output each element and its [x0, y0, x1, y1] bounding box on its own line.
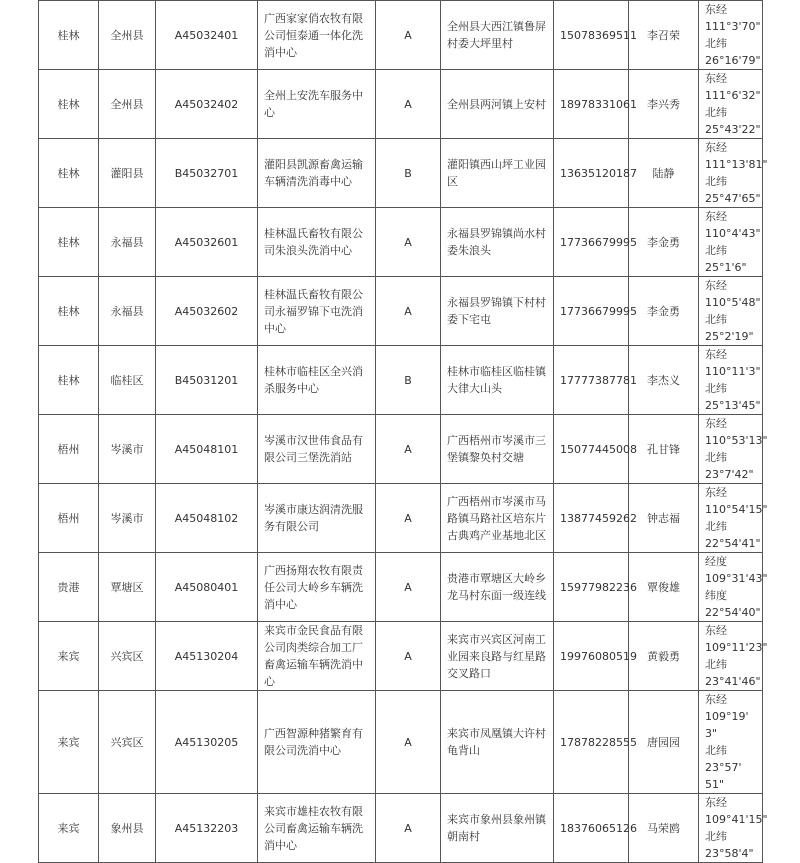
phone-cell: 17736679995 — [554, 208, 629, 277]
longitude-text: 东经109°19' 3" — [705, 693, 749, 740]
address-cell: 来宾市象州县象州镇朝南村 — [441, 794, 554, 863]
coordinate-cell — [699, 484, 768, 553]
code-cell: A45130205 — [156, 691, 258, 794]
city-cell: 来宾 — [39, 622, 99, 691]
address-cell: 永福县罗锦镇尚水村委朱浪头 — [441, 208, 554, 277]
contact-cell: 李召荣 — [629, 1, 699, 70]
address-cell: 全州县两河镇上安村 — [441, 70, 554, 139]
washing-center-table — [38, 0, 768, 863]
latitude-text: 北纬25°2'19" — [705, 313, 754, 343]
name-cell: 广西家家俏农牧有限公司恒泰通一体化洗消中心 — [258, 1, 376, 70]
latitude-text: 北纬26°16'79" — [705, 37, 761, 67]
county-cell: 灌阳县 — [99, 139, 156, 208]
longitude-text: 东经109°41'15" — [705, 796, 768, 826]
county-cell: 岑溪市 — [99, 484, 156, 553]
address-cell: 来宾市兴宾区河南工业园来良路与红星路交叉路口 — [441, 622, 554, 691]
phone-cell: 17736679995 — [554, 277, 629, 346]
contact-cell: 李兴秀 — [629, 70, 699, 139]
coordinate-cell — [699, 553, 768, 622]
code-cell: A45032401 — [156, 1, 258, 70]
contact-cell: 李金勇 — [629, 277, 699, 346]
city-cell: 梧州 — [39, 484, 99, 553]
coordinate-cell — [699, 208, 763, 277]
code-cell: A45032602 — [156, 277, 258, 346]
city-cell: 桂林 — [39, 139, 99, 208]
level-cell: A — [376, 70, 441, 139]
coordinate-cell — [699, 691, 763, 794]
latitude-text: 纬度22°54'40" — [705, 589, 761, 619]
phone-cell: 15077445008 — [554, 415, 629, 484]
table-row — [39, 70, 763, 139]
contact-cell: 马荣鸥 — [629, 794, 699, 863]
contact-cell: 孔甘锋 — [629, 415, 699, 484]
table-row — [39, 277, 763, 346]
level-cell: A — [376, 794, 441, 863]
latitude-text: 北纬23°41'46" — [705, 658, 761, 688]
level-cell: A — [376, 1, 441, 70]
longitude-text: 东经109°11'23" — [705, 624, 768, 654]
phone-cell: 19976080519 — [554, 622, 629, 691]
longitude-text: 东经110°54'15" — [705, 486, 768, 516]
table-row — [39, 346, 763, 415]
longitude-text: 东经110°53'13" — [705, 417, 768, 447]
coordinate-cell — [699, 346, 763, 415]
code-cell: A45132203 — [156, 794, 258, 863]
coordinate-cell — [699, 277, 763, 346]
longitude-text: 东经110°11'3" — [705, 348, 761, 378]
phone-cell: 13635120187 — [554, 139, 629, 208]
city-cell: 桂林 — [39, 346, 99, 415]
county-cell: 全州县 — [99, 1, 156, 70]
latitude-text: 北纬23°58'4" — [705, 830, 754, 860]
county-cell: 覃塘区 — [99, 553, 156, 622]
latitude-text: 北纬25°43'22" — [705, 106, 761, 136]
level-cell: A — [376, 415, 441, 484]
table-row — [39, 553, 763, 622]
latitude-text: 北纬25°47'65" — [705, 175, 761, 205]
phone-cell: 17878228555 — [554, 691, 629, 794]
table-row — [39, 208, 763, 277]
contact-cell: 陆静 — [629, 139, 699, 208]
phone-cell: 13877459262 — [554, 484, 629, 553]
name-cell: 广西扬翔农牧有限责任公司大岭乡车辆洗消中心 — [258, 553, 376, 622]
latitude-text: 北纬23°57' 51" — [705, 744, 742, 791]
level-cell: A — [376, 484, 441, 553]
level-cell: A — [376, 208, 441, 277]
phone-cell: 15078369511 — [554, 1, 629, 70]
city-cell: 桂林 — [39, 70, 99, 139]
city-cell: 桂林 — [39, 208, 99, 277]
latitude-text: 北纬23°7'42" — [705, 451, 754, 481]
name-cell: 全州上安洗车服务中心 — [258, 70, 376, 139]
name-cell: 岑溪市汉世伟食品有限公司三堡洗消站 — [258, 415, 376, 484]
longitude-text: 经度109°31'43" — [705, 555, 768, 585]
contact-cell: 钟志福 — [629, 484, 699, 553]
address-cell: 贵港市覃塘区大岭乡龙马村东面一级连线 — [441, 553, 554, 622]
table-row — [39, 622, 763, 691]
latitude-text: 北纬25°1'6" — [705, 244, 747, 274]
level-cell: A — [376, 277, 441, 346]
coordinate-cell — [699, 794, 768, 863]
city-cell: 桂林 — [39, 277, 99, 346]
contact-cell: 唐园园 — [629, 691, 699, 794]
county-cell: 象州县 — [99, 794, 156, 863]
code-cell: A45048102 — [156, 484, 258, 553]
longitude-text: 东经111°13'81" — [705, 141, 768, 171]
city-cell: 来宾 — [39, 691, 99, 794]
address-cell: 广西梧州市岑溪市三堡镇黎奂村交塘 — [441, 415, 554, 484]
level-cell: B — [376, 139, 441, 208]
level-cell: A — [376, 622, 441, 691]
name-cell: 桂林温氏畜牧有限公司朱浪头洗消中心 — [258, 208, 376, 277]
table-row — [39, 484, 763, 553]
coordinate-cell — [699, 139, 768, 208]
table-row — [39, 691, 763, 794]
name-cell: 桂林市临桂区全兴消杀服务中心 — [258, 346, 376, 415]
name-cell: 桂林温氏畜牧有限公司永福罗锦下屯洗消中心 — [258, 277, 376, 346]
table-row — [39, 415, 763, 484]
county-cell: 永福县 — [99, 208, 156, 277]
code-cell: A45032402 — [156, 70, 258, 139]
county-cell: 临桂区 — [99, 346, 156, 415]
coordinate-cell — [699, 622, 768, 691]
contact-cell: 覃俊雄 — [629, 553, 699, 622]
longitude-text: 东经110°5'48" — [705, 279, 761, 309]
code-cell: A45032601 — [156, 208, 258, 277]
table-body — [39, 1, 768, 863]
coordinate-cell — [699, 1, 763, 70]
phone-cell: 18376065126 — [554, 794, 629, 863]
phone-cell: 15977982236 — [554, 553, 629, 622]
name-cell: 来宾市金民食品有限公司肉类综合加工厂畜禽运输车辆洗消中心 — [258, 622, 376, 691]
code-cell: B45031201 — [156, 346, 258, 415]
code-cell: A45130204 — [156, 622, 258, 691]
table-row — [39, 794, 763, 863]
latitude-text: 北纬22°54'41" — [705, 520, 761, 550]
address-cell: 灌阳镇西山坪工业园区 — [441, 139, 554, 208]
coordinate-cell — [699, 70, 763, 139]
phone-cell: 18978331061 — [554, 70, 629, 139]
code-cell: A45080401 — [156, 553, 258, 622]
city-cell: 梧州 — [39, 415, 99, 484]
address-cell: 广西梧州市岑溪市马路镇马路社区培东片古典鸡产业基地北区 — [441, 484, 554, 553]
contact-cell: 李金勇 — [629, 208, 699, 277]
city-cell: 来宾 — [39, 794, 99, 863]
city-cell: 桂林 — [39, 1, 99, 70]
longitude-text: 东经111°3'70" — [705, 3, 761, 33]
county-cell: 兴宾区 — [99, 622, 156, 691]
longitude-text: 东经110°4'43" — [705, 210, 761, 240]
name-cell: 广西智源种猪繁育有限公司洗消中心 — [258, 691, 376, 794]
level-cell: A — [376, 553, 441, 622]
code-cell: A45048101 — [156, 415, 258, 484]
contact-cell: 黄毅勇 — [629, 622, 699, 691]
table-row — [39, 1, 763, 70]
name-cell: 岑溪市康达润清洗服务有限公司 — [258, 484, 376, 553]
phone-cell: 17777387781 — [554, 346, 629, 415]
longitude-text: 东经111°6'32" — [705, 72, 761, 102]
address-cell: 永福县罗锦镇下村村委下宅屯 — [441, 277, 554, 346]
latitude-text: 北纬25°13'45" — [705, 382, 761, 412]
city-cell: 贵港 — [39, 553, 99, 622]
address-cell: 全州县大西江镇鲁屏村委大坪里村 — [441, 1, 554, 70]
coordinate-cell — [699, 415, 768, 484]
address-cell: 来宾市凤凰镇大许村龟背山 — [441, 691, 554, 794]
county-cell: 全州县 — [99, 70, 156, 139]
address-cell: 桂林市临桂区临桂镇大律大山头 — [441, 346, 554, 415]
county-cell: 永福县 — [99, 277, 156, 346]
contact-cell: 李杰义 — [629, 346, 699, 415]
name-cell: 灌阳县凯源畜禽运输车辆清洗消毒中心 — [258, 139, 376, 208]
county-cell: 兴宾区 — [99, 691, 156, 794]
name-cell: 来宾市雄桂农牧有限公司畜禽运输车辆洗消中心 — [258, 794, 376, 863]
level-cell: A — [376, 691, 441, 794]
table-row — [39, 139, 763, 208]
county-cell: 岑溪市 — [99, 415, 156, 484]
level-cell: B — [376, 346, 441, 415]
code-cell: B45032701 — [156, 139, 258, 208]
